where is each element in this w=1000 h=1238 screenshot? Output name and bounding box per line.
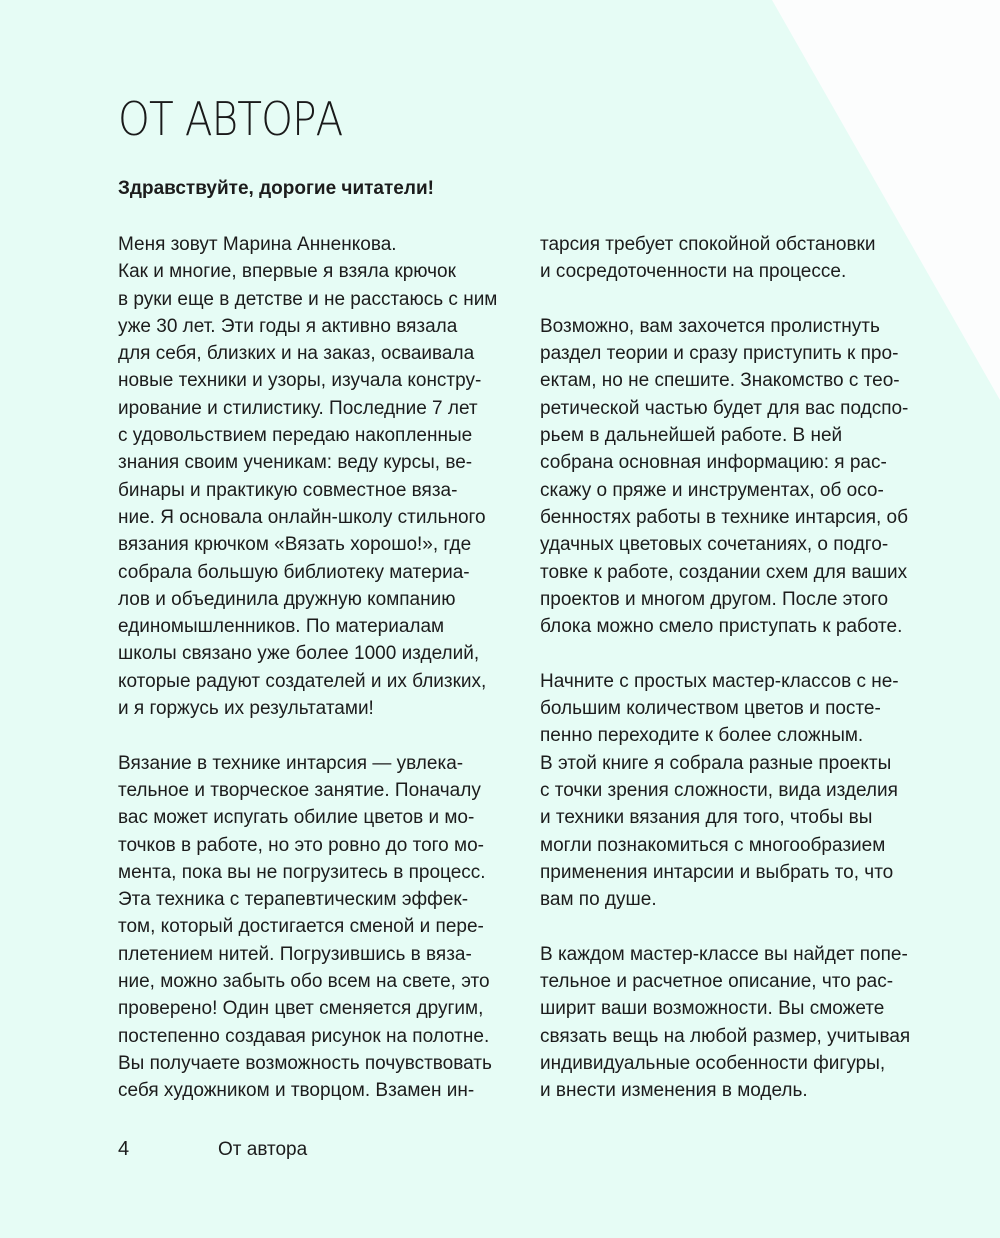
text-line: могли познакомиться с многообразием	[540, 834, 886, 856]
page-number: 4	[118, 1138, 130, 1160]
text-line: которые радуют создателей и их близких,	[118, 670, 487, 692]
text-line: знания своим ученикам: веду курсы, ве-	[118, 452, 473, 474]
text-line: рьем в дальнейшей работе. В ней	[540, 425, 843, 447]
text-line: том, который достигается сменой и пере-	[118, 916, 484, 938]
paragraph	[540, 668, 940, 914]
text-line: тарсия требует спокойной обстановки	[540, 234, 876, 255]
text-line: и техники вязания для того, чтобы вы	[540, 807, 873, 829]
text-line: плетением нитей. Погрузившись в вяза-	[118, 943, 472, 965]
running-footer-section: От автора	[218, 1139, 308, 1160]
text-line: Меня зовут Марина Анненкова.	[118, 234, 397, 255]
text-line: тельное и расчетное описание, что рас-	[540, 971, 894, 993]
text-line: раздел теории и сразу приступить к про-	[540, 343, 899, 365]
page-title: ОТ АВТОРА	[118, 92, 343, 146]
text-line: ектам, но не спешите. Знакомство с тео-	[540, 370, 900, 392]
text-line: постепенно создавая рисунок на полотне.	[118, 1025, 490, 1047]
text-line: тельное и творческое занятие. Поначалу	[118, 779, 481, 801]
text-line: собрала большую библиотеку материа-	[118, 561, 470, 583]
text-line: и я горжусь их результатами!	[118, 698, 374, 720]
text-line: и сосредоточенности на процессе.	[540, 261, 847, 283]
text-line: школы связано уже более 1000 изделий,	[118, 643, 480, 665]
text-line: ширит ваши возможности. Вы сможете	[540, 998, 885, 1020]
text-line: лов и объединила дружную компанию	[118, 588, 456, 610]
paragraph	[118, 750, 518, 1105]
greeting: Здравствуйте, дорогие читатели!	[118, 178, 434, 199]
text-line: точков в работе, но это ровно до того мо-	[118, 834, 484, 856]
text-line: пенно переходите к более сложным.	[540, 725, 864, 747]
text-line: скажу о пряже и инструментах, об осо-	[540, 479, 884, 501]
text-line: удачных цветовых сочетаниях, о подго-	[540, 534, 889, 556]
text-line: ретической частью будет для вас подспо-	[540, 397, 909, 419]
text-line: проверено! Один цвет сменяется другим,	[118, 998, 484, 1020]
text-line: бенностях работы в технике интарсия, об	[540, 506, 908, 528]
text-line: вязания крючком «Вязать хорошо!», где	[118, 534, 472, 556]
text-line: бинары и практикую совместное вяза-	[118, 479, 458, 501]
text-line: и внести изменения в модель.	[540, 1080, 808, 1102]
text-line: уже 30 лет. Эти годы я активно вязала	[118, 315, 458, 337]
text-line: большим количеством цветов и посте-	[540, 698, 881, 720]
text-line: вас может испугать обилие цветов и мо-	[118, 807, 475, 829]
text-line: собрана основная информацию: я рас-	[540, 452, 887, 474]
text-line: с точки зрения сложности, вида изделия	[540, 779, 898, 801]
text-line: индивидуальные особенности фигуры,	[540, 1052, 886, 1074]
text-line: Возможно, вам захочется пролистнуть	[540, 315, 880, 337]
paragraph	[540, 231, 940, 286]
right-column	[540, 231, 940, 1132]
text-line: ние, можно забыть обо всем на свете, это	[118, 971, 490, 993]
text-line: в руки еще в детстве и не расстаюсь с ним	[118, 288, 498, 310]
text-line: товке к работе, создании схем для ваших	[540, 561, 908, 583]
text-line: Как и многие, впервые я взяла крючок	[118, 261, 456, 283]
paragraph	[540, 941, 940, 1105]
text-line: ние. Я основала онлайн-школу стильного	[118, 506, 486, 528]
text-line: единомышленников. По материалам	[118, 616, 445, 638]
paragraph	[540, 313, 940, 641]
text-line: блока можно смело приступать к работе.	[540, 616, 903, 638]
left-column	[118, 231, 518, 1132]
text-line: вам по душе.	[540, 889, 657, 911]
text-line: новые техники и узоры, изучала констру-	[118, 370, 482, 392]
text-line: Эта техника с терапевтическим эффек-	[118, 889, 469, 911]
text-line: В каждом мастер-классе вы найдет попе-	[540, 943, 908, 965]
text-line: для себя, близких и на заказ, осваивала	[118, 343, 475, 365]
text-line: Вы получаете возможность почувствовать	[118, 1052, 492, 1074]
text-line: Вязание в технике интарсия — увлека-	[118, 752, 464, 774]
text-line: себя художником и творцом. Взамен ин-	[118, 1080, 475, 1102]
text-line: с удовольствием передаю накопленные	[118, 425, 473, 447]
text-line: мента, пока вы не погрузитесь в процесс.	[118, 861, 486, 883]
text-line: применения интарсии и выбрать то, что	[540, 861, 894, 883]
text-line: ирование и стилистику. Последние 7 лет	[118, 397, 478, 419]
text-line: связать вещь на любой размер, учитывая	[540, 1025, 911, 1047]
text-line: Начните с простых мастер-классов с не-	[540, 670, 899, 692]
text-line: В этой книге я собрала разные проекты	[540, 752, 892, 774]
text-line: проектов и многом другом. После этого	[540, 588, 889, 610]
paragraph	[118, 231, 518, 722]
